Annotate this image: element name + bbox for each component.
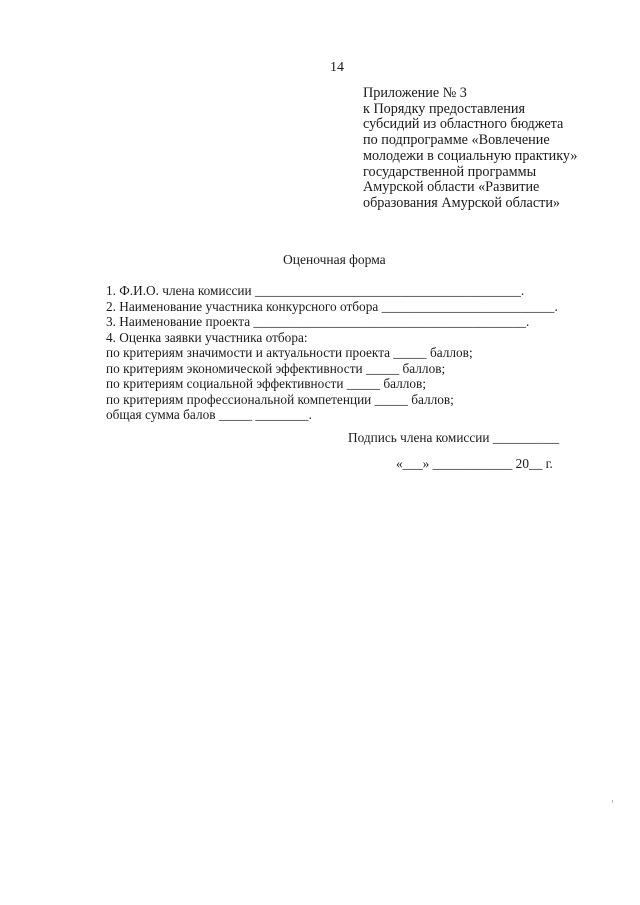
project-name-line: 3. Наименование проекта _________________________________________. — [106, 314, 530, 329]
appendix-line: государственной программы — [363, 163, 537, 180]
appendix-line: Приложение № 3 — [363, 85, 467, 101]
evaluation-heading: 4. Оценка заявки участника отбора: — [106, 329, 308, 345]
commission-member-name-line: 1. Ф.И.О. члена комиссии ________________________________________. — [106, 283, 525, 298]
appendix-line: молодежи в социальную практику» — [363, 147, 578, 164]
signature-line: Подпись члена комиссии __________ — [348, 430, 560, 445]
form-body — [106, 283, 586, 423]
total-score-line: общая сумма балов _____ ________. — [106, 407, 312, 422]
form-title: Оценочная форма — [283, 252, 386, 267]
appendix-line: образования Амурской области» — [363, 194, 561, 211]
participant-name-line: 2. Наименование участника конкурсного отбора __________________________. — [106, 298, 558, 314]
appendix-line: по подпрограмме «Вовлечение — [363, 132, 550, 149]
scan-speck — [612, 800, 613, 803]
criterion-professional-line: по критериям профессиональной компетенции _____ баллов; — [106, 391, 454, 407]
criterion-social-line: по критериям социальной эффективности _____ баллов; — [106, 376, 427, 391]
page-number: 14 — [330, 60, 344, 75]
appendix-line: Амурской области «Развитие — [363, 179, 540, 196]
appendix-header — [363, 86, 613, 212]
appendix-line: к Порядку предоставления — [363, 100, 525, 117]
criterion-economic-line: по критериям экономической эффективности _____ баллов; — [106, 360, 446, 376]
date-line: «___» ____________ 20__ г. — [396, 456, 553, 471]
criterion-significance-line: по критериям значимости и актуальности проекта _____ баллов; — [106, 345, 473, 360]
appendix-line: субсидий из областного бюджета — [363, 116, 564, 133]
